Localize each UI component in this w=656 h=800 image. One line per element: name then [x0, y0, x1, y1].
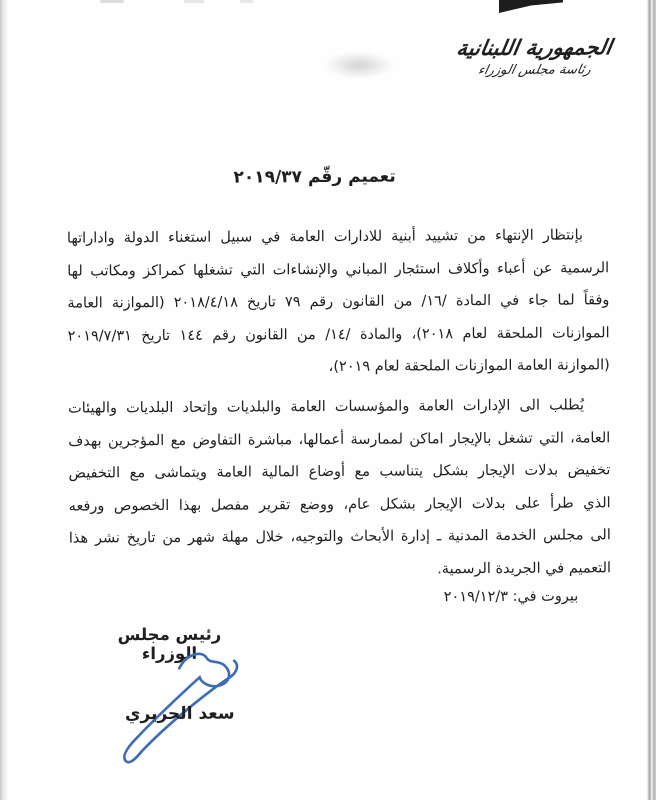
paragraph-line: الى مجلس الخدمة المدنية ـ إدارة الأبحاث والتوجيه، خلال مهلة شهر من تاريخ نشر هذا: [68, 527, 611, 547]
signer-title: رئيس مجلس الوزراء: [117, 624, 222, 664]
paragraph-line: يُطلب الى الإدارات العامة والمؤسسات العامة والبلديات وإتحاد البلديات والهيئات: [67, 397, 585, 417]
place-date-line: بيروت في: ٢٠١٩/١٢/٣: [443, 588, 579, 606]
paragraph-1: [67, 219, 610, 385]
paragraph-line: الذي طرأ على بدلات الإيجار بشكل عام، ووضع تقرير مفصل بهذا الخصوص ورفعه: [68, 495, 611, 515]
paragraph-line: الرسمية عن أعباء وأكلاف استئجار المباني والإنشاءات التي تشغلها كمراكز ومكاتب لها: [67, 259, 610, 280]
paragraph-line: بإنتظار الإنتهاء من تشييد أبنية للادارات العامة في سبيل استغناء الدولة واداراتها: [66, 227, 584, 247]
paragraph-line: الموازنات الملحقة لعام ٢٠١٨)، والمادة /١٤/ من القانون رقم ١٤٤ تاريخ ٢٠١٩/٧/٣١: [67, 325, 610, 345]
paragraph-2: [68, 389, 611, 588]
paragraph-line: العامة، التي تشغل بالإيجار اماكن لممارسة أعمالها، مباشرة التفاوض مع المؤجرين بهدف: [68, 429, 611, 450]
paragraph-line: وفقاً لما جاء في المادة /١٦/ من القانون رقم ٧٩ تاريخ ٢٠١٨/٤/١٨ (الموازنة العامة: [67, 292, 610, 312]
circular-title: تعميم رقّم ٢٠١٩/٣٧: [233, 166, 396, 188]
body-text: [67, 219, 611, 595]
paragraph-line: تخفيض بدلات الإيجار بشكل يتناسب مع أوضاع المالية العامة ويتماشى مع التخفيض: [68, 462, 611, 482]
letterhead-republic-line: الجمهورية اللبنانية: [455, 35, 614, 61]
paragraph-line: التعميم في الجريدة الرسمية.: [437, 560, 612, 578]
letterhead-calligraphy: [457, 34, 612, 79]
signer-name: سعد الحريري: [124, 703, 235, 725]
paragraph-line: (الموازنة العامة الموازنات الملحقة لعام ٢٠١٩)،: [328, 357, 610, 376]
letterhead-presidency-line: رئاسة مجلس الوزراء: [476, 62, 593, 79]
